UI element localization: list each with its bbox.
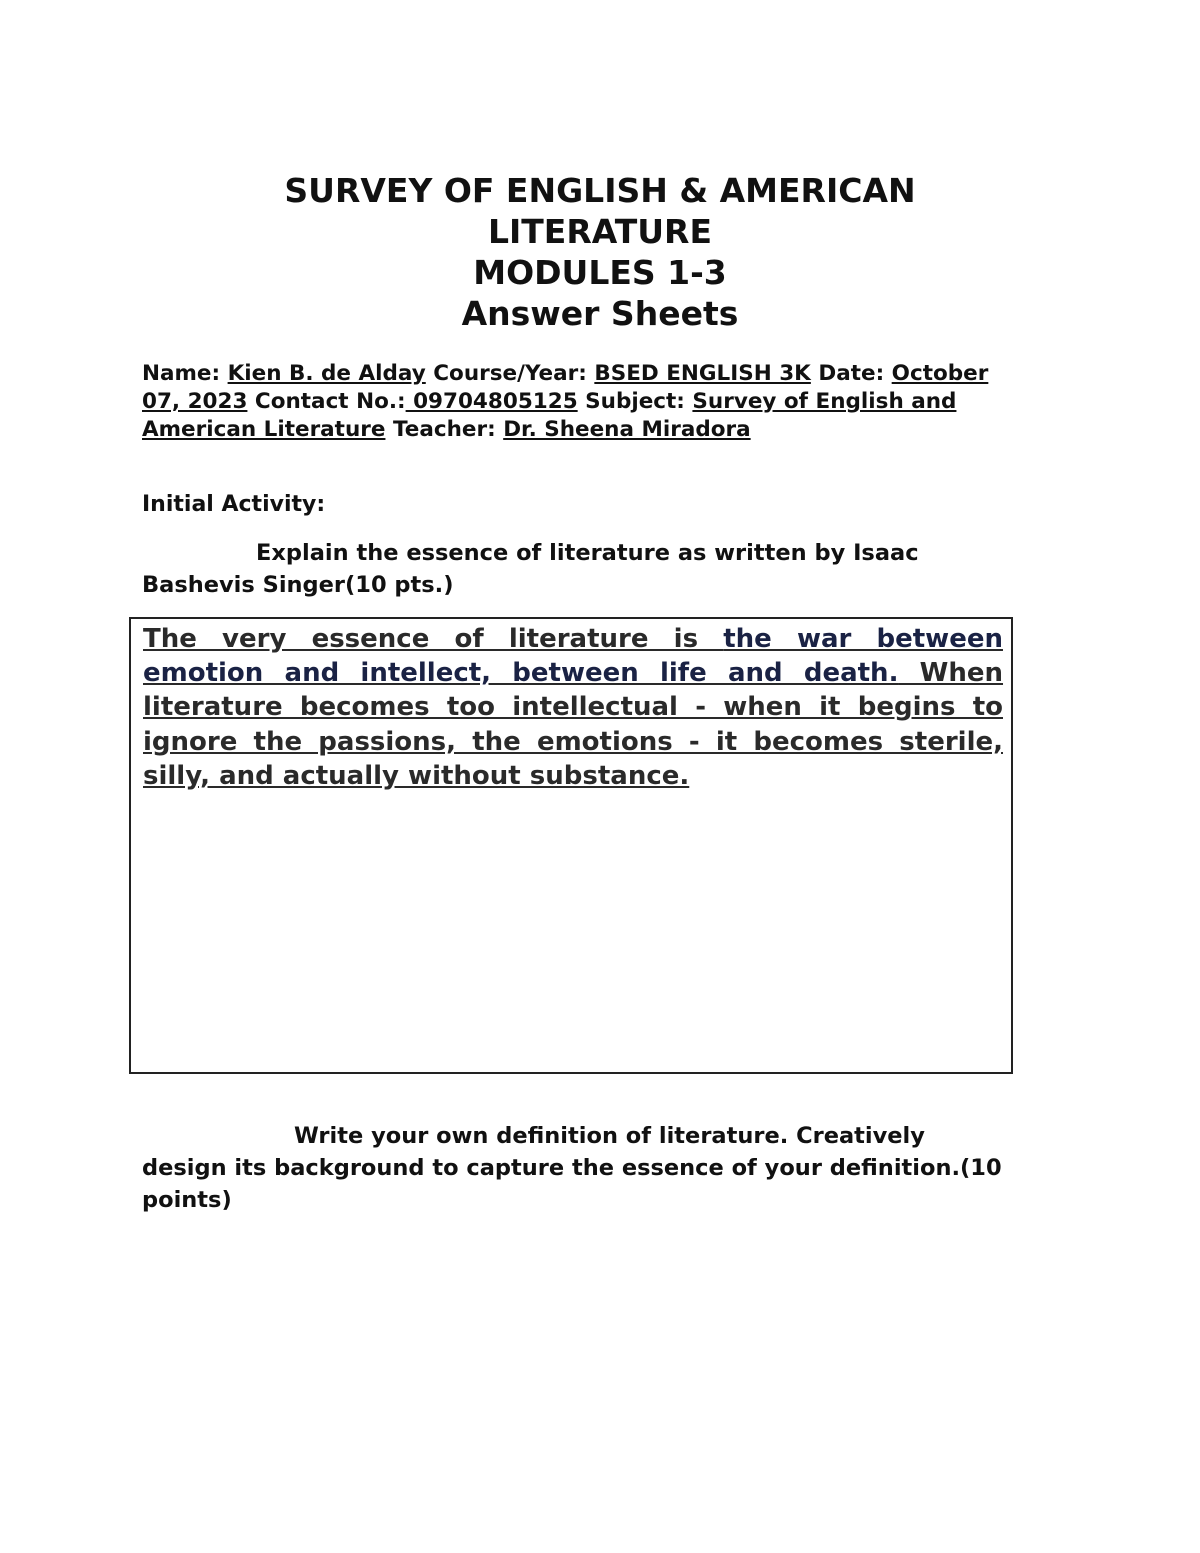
subject-label: Subject:: [585, 389, 685, 414]
name-value: Kien B. de Alday: [227, 361, 426, 386]
course-value: BSED ENGLISH 3K: [594, 361, 811, 386]
contact-label: Contact No.:: [254, 389, 406, 414]
answer-text: [143, 622, 1003, 793]
contact-value: 09704805125: [405, 389, 578, 414]
answer-part-1: The very essence of literature is: [143, 624, 724, 654]
title-line-1: SURVEY OF ENGLISH & AMERICAN: [284, 171, 916, 210]
title-line-4: Answer Sheets: [461, 294, 739, 333]
definition-activity-prompt: Write your own definition of literature. Creatively design its background to capture the essence of your definition.(10 points): [142, 1123, 1002, 1213]
document-title: [0, 170, 1200, 334]
subject-value: Survey of English and American Literature: [142, 389, 957, 442]
date-label: Date:: [818, 361, 885, 386]
course-label: Course/Year:: [433, 361, 587, 386]
date-value: October 07, 2023: [142, 361, 989, 414]
teacher-value: Dr. Sheena Miradora: [503, 417, 751, 442]
title-line-2: LITERATURE: [487, 212, 712, 251]
answer-part-2: the war between emotion and intellect, between life and death.: [143, 624, 1003, 689]
answer-part-3: When literature becomes too intellectual - when it begins to ignore the passions, the emotions - it becomes sterile, silly, and actually without substance.: [143, 658, 1004, 791]
answer-box: [129, 617, 1013, 1074]
name-label: Name:: [142, 361, 221, 386]
title-line-3: MODULES 1-3: [473, 253, 727, 292]
initial-activity-prompt: Explain the essence of literature as written by Isaac Bashevis Singer(10 pts.): [142, 540, 919, 598]
teacher-label: Teacher:: [392, 417, 496, 442]
student-info: [142, 360, 1002, 444]
initial-activity-heading: Initial Activity:: [142, 492, 326, 517]
